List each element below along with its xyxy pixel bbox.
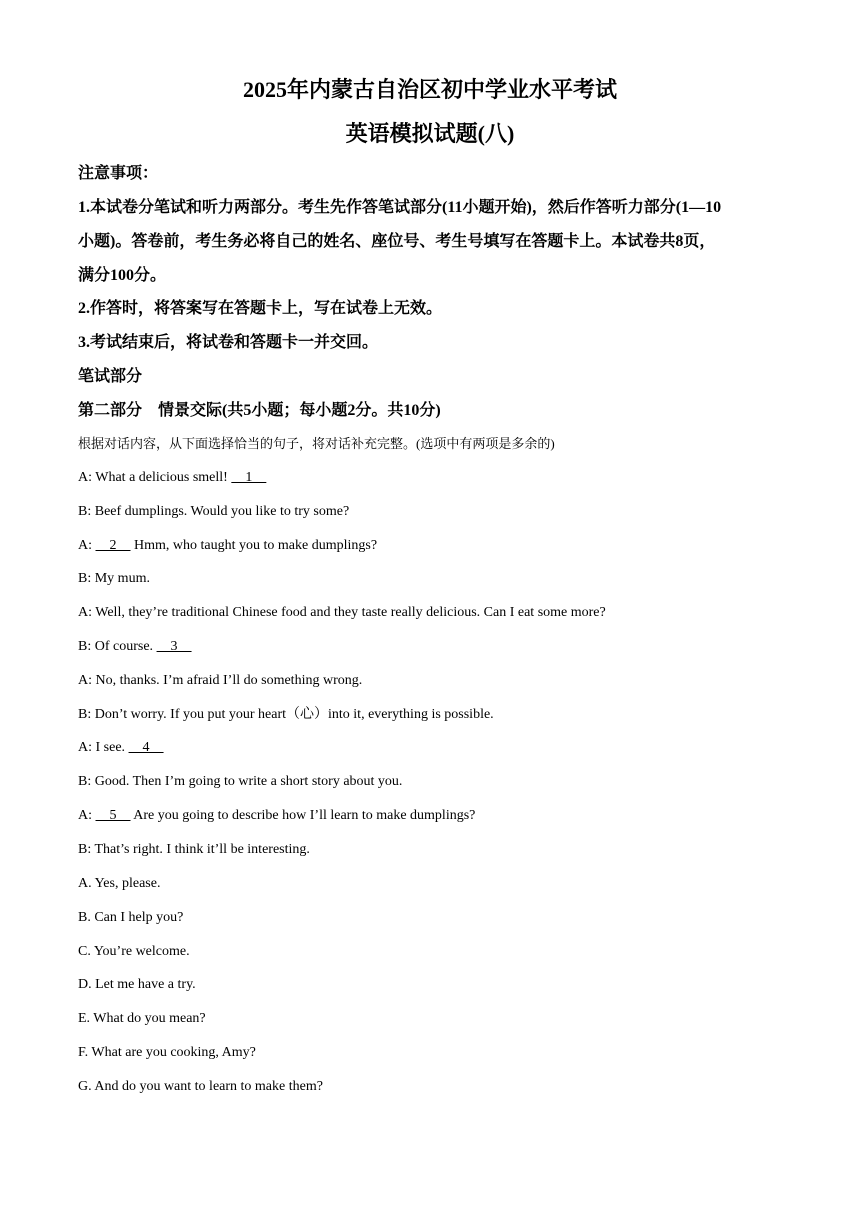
answer-blank: 5 [95,808,131,823]
dialogue-line [78,603,606,623]
option-item: G. And do you want to learn to make them? [78,1078,323,1094]
dialogue-text: B: Of course. [78,639,157,654]
option-item: C. You’re welcome. [78,943,190,959]
dialogue-text: A: [78,808,96,823]
dialogue-line [78,671,362,691]
dialogue-text: B: Don’t worry. If you put your heart（心）into it, everything is possible. [78,706,494,722]
dialogue-text: B: Beef dumplings. Would you like to try some? [78,503,350,519]
exam-title: 2025年内蒙古自治区初中学业水平考试 [242,77,617,102]
option-item: B. Can I help you? [78,909,184,925]
dialogue-line [78,637,192,657]
dialogue-line [78,806,475,826]
dialogue-line [78,772,402,792]
answer-blank: 2 [95,537,131,553]
notice-item-1-line-3: 满分100分。 [78,267,167,284]
dialogue-line [78,705,494,725]
answer-blank: 3 [156,639,192,654]
notice-item-1-line-2: 小题)。答卷前，考生务必将自己的姓名、座位号、考生号填写在答题卡上。本试卷共8页， [78,233,716,250]
dialogue-line [78,502,349,522]
notice-item-2: 2.作答时，将答案写在答题卡上，写在试卷上无效。 [78,300,443,317]
answer-blank: 4 [128,740,164,756]
dialogue-line [78,840,310,860]
option-item: F. What are you cooking, Amy? [78,1045,256,1060]
dialogue-line [78,536,377,556]
exam-subtitle: 英语模拟试题(八) [345,121,515,146]
dialogue-text: A: What a delicious smell! [78,470,232,485]
dialogue-text: B: My mum. [78,571,150,587]
dialogue-text: A: No, thanks. I’m afraid I’ll do something wrong. [78,672,363,688]
instruction-text: 根据对话内容，从下面选择恰当的句子，将对话补充完整。(选项中有两项是多余的) [78,436,555,451]
option-item: D. Let me have a try. [78,977,196,993]
dialogue-text: A: [78,537,96,553]
notice-item-3: 3.考试结束后，将试卷和答题卡一并交回。 [78,334,379,351]
dialogue-line [78,738,164,758]
dialogue-text: A: I see. [78,740,129,756]
dialogue-text: A: Well, they’re traditional Chinese food and they taste really delicious. Can I eat some more? [78,605,606,621]
part-two-heading: 第二部分 情景交际(共5小题；每小题2分。共10分) [78,402,441,419]
written-section-heading: 笔试部分 [78,368,143,385]
dialogue-text: B: That’s right. I think it’ll be interesting. [78,841,310,857]
dialogue-line [78,468,266,488]
option-item: A. Yes, please. [78,876,161,891]
answer-blank: 1 [231,470,267,485]
dialogue-line [78,569,150,589]
notice-heading: 注意事项： [78,165,159,182]
dialogue-text: B: Good. Then I’m going to write a short story about you. [78,774,403,790]
dialogue-text: Are you going to describe how I’ll learn to make dumplings? [130,808,476,823]
dialogue-text: Hmm, who taught you to make dumplings? [130,537,378,553]
option-item: E. What do you mean? [78,1011,206,1027]
notice-item-1-line-1: 1.本试卷分笔试和听力两部分。考生先作答笔试部分(11小题开始)，然后作答听力部分(1—10 [78,199,722,216]
